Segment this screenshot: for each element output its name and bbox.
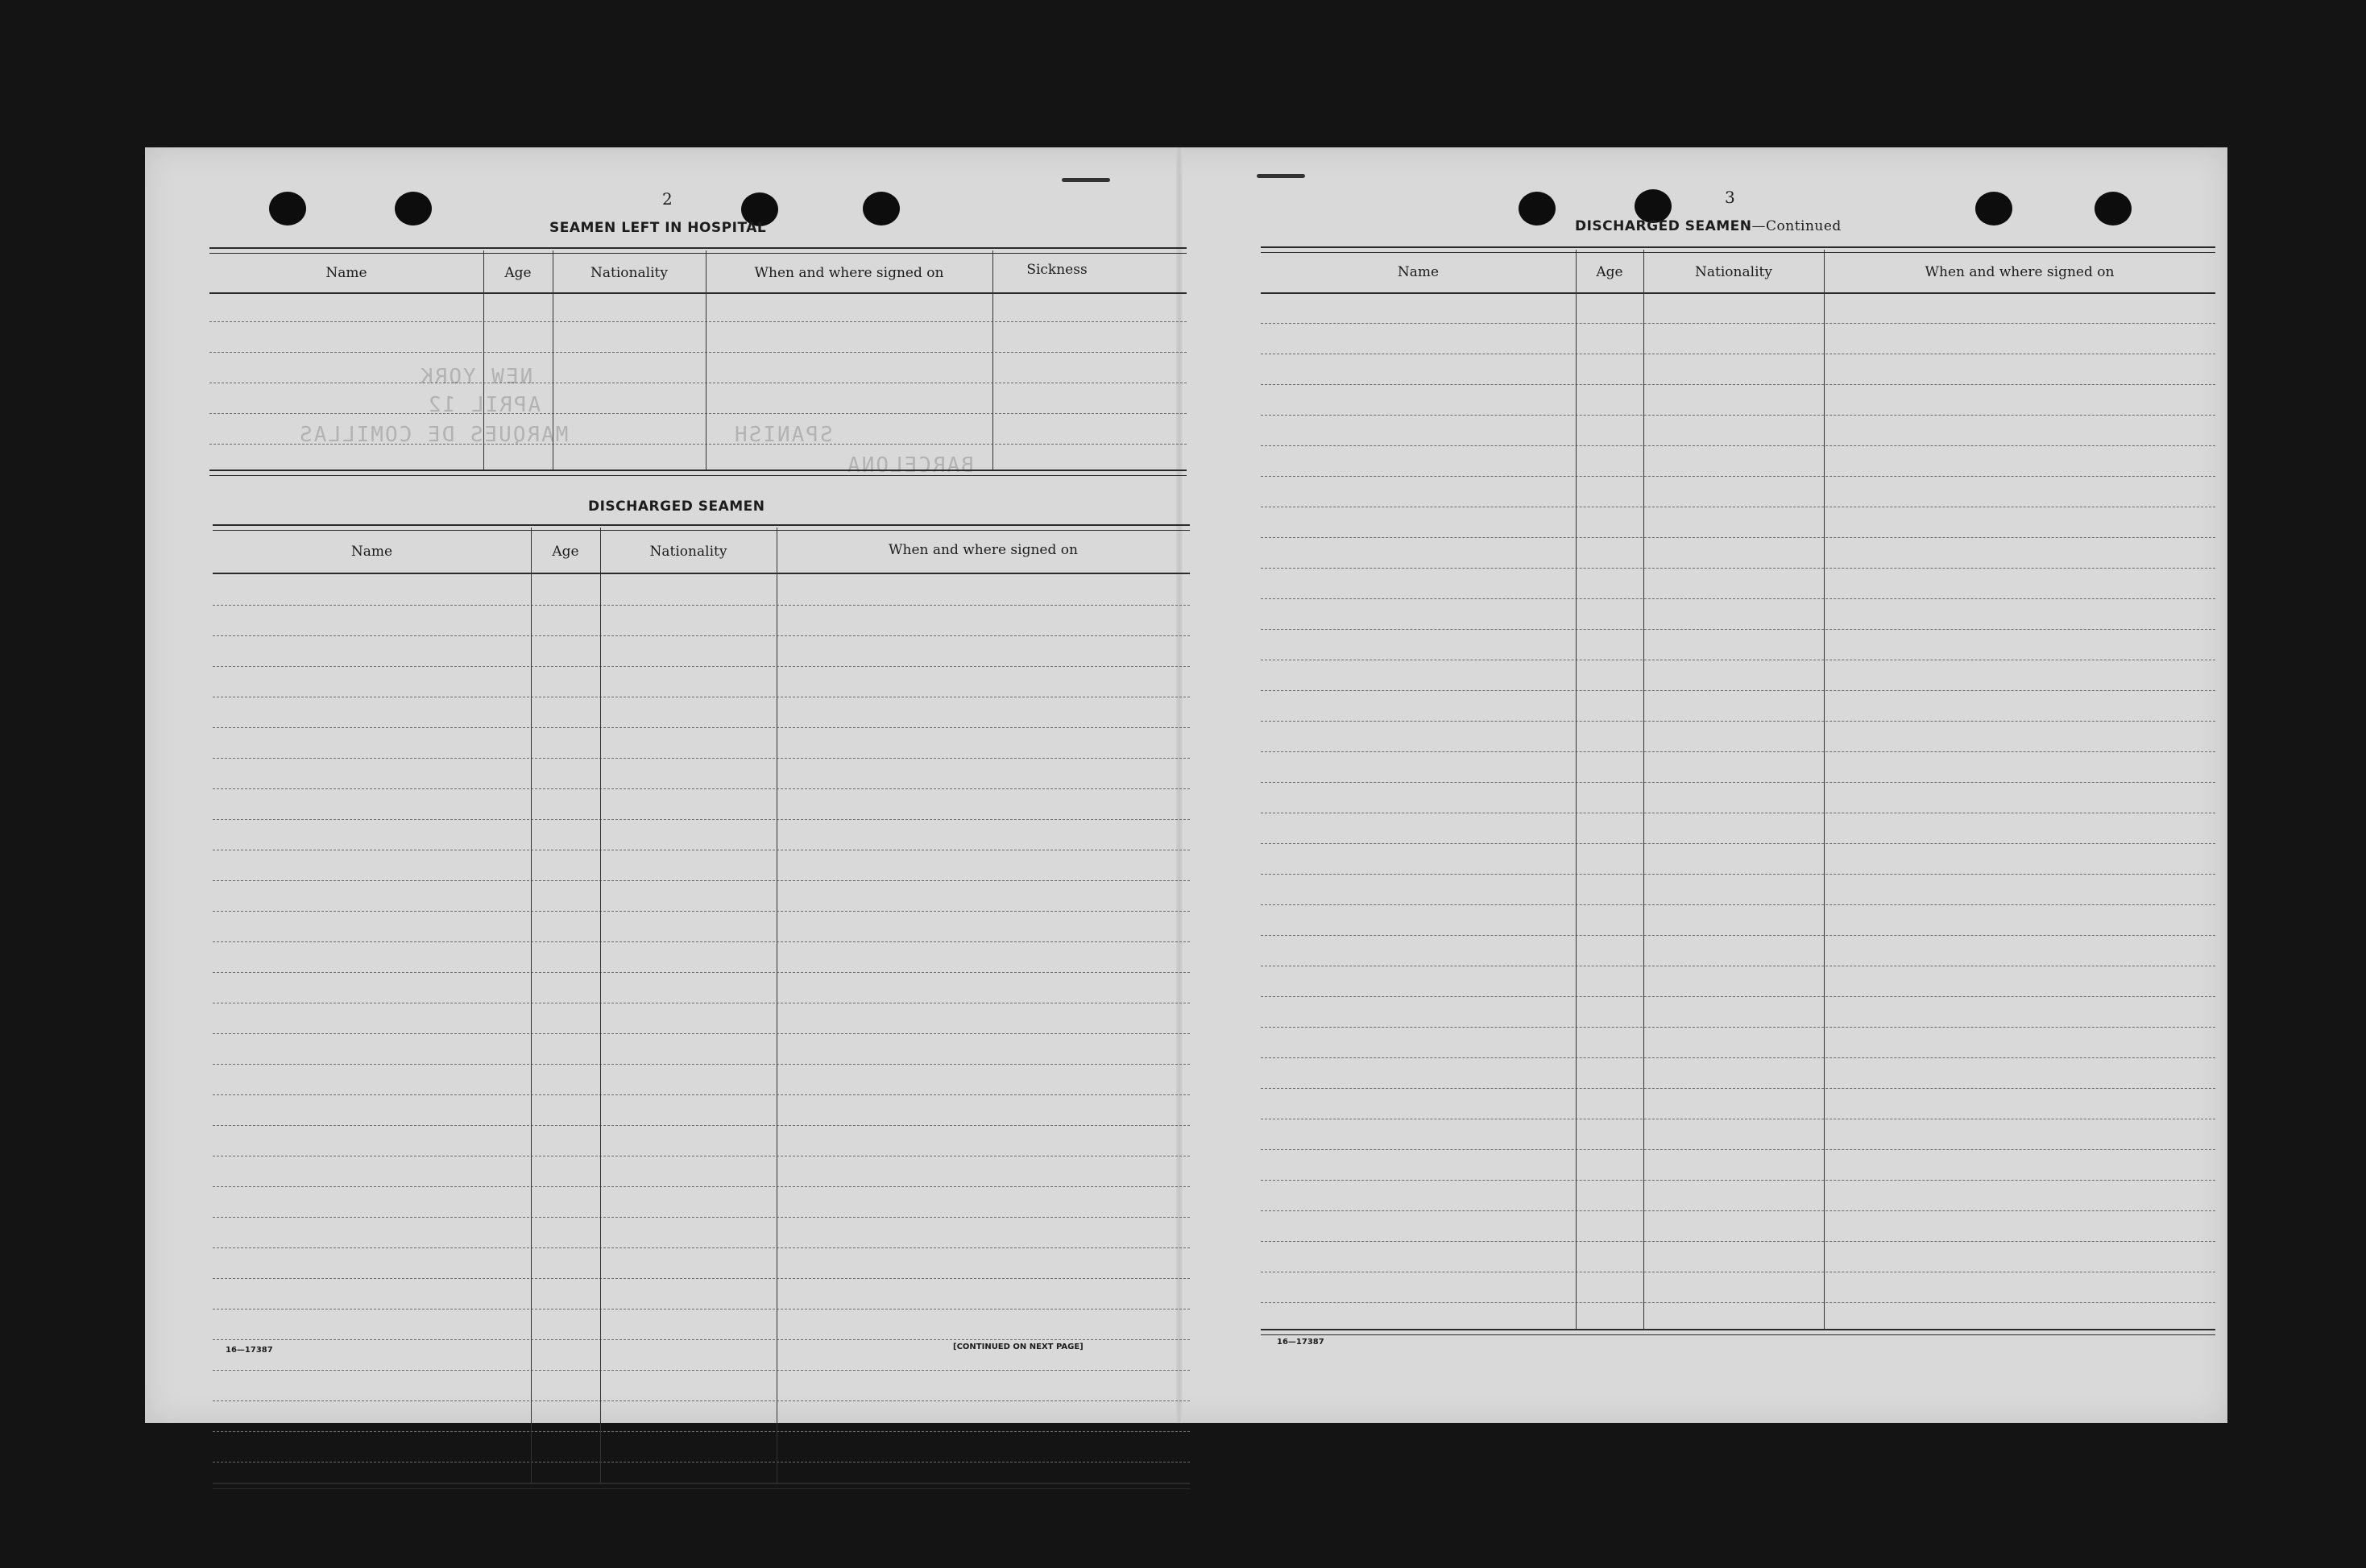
ruled-line bbox=[213, 1125, 1190, 1126]
ruled-line bbox=[1261, 537, 2215, 538]
column-header-signed-on: When and where signed on bbox=[754, 265, 944, 281]
ruled-line bbox=[213, 1431, 1190, 1432]
ruled-line bbox=[213, 1462, 1190, 1463]
ruled-line bbox=[1261, 1057, 2215, 1058]
column-header-nationality: Nationality bbox=[590, 265, 668, 281]
bleed-through-text: SPANISH bbox=[733, 423, 833, 447]
discharged-continued-table bbox=[1261, 246, 2215, 1422]
ruled-line bbox=[1261, 323, 2215, 324]
punch-hole bbox=[269, 192, 306, 225]
ruled-line bbox=[1261, 1088, 2215, 1089]
ruled-line bbox=[213, 1247, 1190, 1248]
title-suffix: —Continued bbox=[1751, 218, 1842, 234]
punch-hole bbox=[2095, 192, 2132, 225]
ruled-line bbox=[213, 635, 1190, 636]
ruled-line bbox=[1261, 1241, 2215, 1242]
column-header-age: Age bbox=[552, 544, 579, 560]
form-number: 16—17387 bbox=[226, 1346, 273, 1355]
column-header-name: Name bbox=[350, 544, 393, 560]
ruled-line bbox=[1261, 568, 2215, 569]
ruled-line bbox=[213, 1339, 1190, 1340]
ruled-line bbox=[213, 727, 1190, 728]
ruled-line bbox=[213, 1217, 1190, 1218]
discharged-continued-title bbox=[1575, 218, 1842, 234]
ruled-line bbox=[1261, 874, 2215, 875]
column-header-sickness: Sickness bbox=[1026, 262, 1088, 278]
ruled-line bbox=[213, 666, 1190, 667]
ruled-line bbox=[213, 972, 1190, 973]
ink-smudge bbox=[1257, 174, 1305, 178]
punch-hole bbox=[863, 192, 900, 225]
punch-hole bbox=[395, 192, 432, 225]
bleed-through-text: APRIL 12 bbox=[427, 393, 541, 417]
ruled-line bbox=[213, 941, 1190, 942]
ruled-line bbox=[1261, 904, 2215, 905]
ruled-line bbox=[1261, 935, 2215, 936]
hospital-section-title: SEAMEN LEFT IN HOSPITAL bbox=[549, 220, 767, 236]
discharged-section-title: DISCHARGED SEAMEN bbox=[588, 499, 765, 515]
ruled-line bbox=[213, 1400, 1190, 1401]
ruled-line bbox=[1261, 690, 2215, 691]
ink-smudge bbox=[1062, 178, 1110, 182]
ruled-line bbox=[1261, 782, 2215, 783]
column-header-name: Name bbox=[325, 265, 367, 281]
page-number: 3 bbox=[1725, 188, 1735, 207]
ruled-line bbox=[1261, 445, 2215, 446]
bleed-through-text: MARQUES DE COMILLAS bbox=[298, 423, 569, 447]
ruled-line bbox=[1261, 1180, 2215, 1181]
ruled-line bbox=[1261, 843, 2215, 844]
ruled-line bbox=[1261, 415, 2215, 416]
punch-hole bbox=[1519, 192, 1556, 225]
ruled-line bbox=[1261, 1027, 2215, 1028]
page-number: 2 bbox=[662, 189, 673, 209]
ruled-line bbox=[213, 758, 1190, 759]
column-header-signed-on: When and where signed on bbox=[1925, 264, 2115, 280]
ruled-line bbox=[1261, 1149, 2215, 1150]
ruled-line bbox=[213, 911, 1190, 912]
ruled-line bbox=[1261, 384, 2215, 385]
column-header-nationality: Nationality bbox=[649, 544, 727, 560]
column-header-signed-on: When and where signed on bbox=[889, 542, 1078, 558]
continued-note: [CONTINUED ON NEXT PAGE] bbox=[953, 1343, 1084, 1351]
ruled-line bbox=[1261, 751, 2215, 752]
ruled-line bbox=[1261, 1302, 2215, 1303]
bleed-through-text: NEW YORK bbox=[419, 365, 533, 389]
title-main: DISCHARGED SEAMEN bbox=[1575, 218, 1752, 234]
column-header-age: Age bbox=[504, 265, 532, 281]
ruled-line bbox=[213, 1278, 1190, 1279]
ruled-line bbox=[213, 1064, 1190, 1065]
ruled-line bbox=[1261, 1210, 2215, 1211]
ruled-line bbox=[213, 1094, 1190, 1095]
form-number: 16—17387 bbox=[1277, 1338, 1324, 1347]
column-header-name: Name bbox=[1397, 264, 1440, 280]
ruled-line bbox=[213, 1033, 1190, 1034]
ruled-line bbox=[213, 819, 1190, 820]
ruled-line bbox=[1261, 598, 2215, 599]
ruled-line bbox=[213, 1186, 1190, 1187]
ruled-line bbox=[213, 1370, 1190, 1371]
ruled-line bbox=[213, 880, 1190, 881]
ruled-line bbox=[1261, 476, 2215, 477]
paper-sheet bbox=[145, 147, 2227, 1423]
ruled-line bbox=[213, 788, 1190, 789]
column-header-age: Age bbox=[1596, 264, 1623, 280]
ruled-line bbox=[1261, 629, 2215, 630]
ruled-line bbox=[1261, 996, 2215, 997]
ruled-line bbox=[1261, 721, 2215, 722]
bleed-through-text: BARCELONA bbox=[846, 453, 974, 478]
punch-hole bbox=[1975, 192, 2012, 225]
column-header-nationality: Nationality bbox=[1695, 264, 1772, 280]
ruled-line bbox=[213, 605, 1190, 606]
